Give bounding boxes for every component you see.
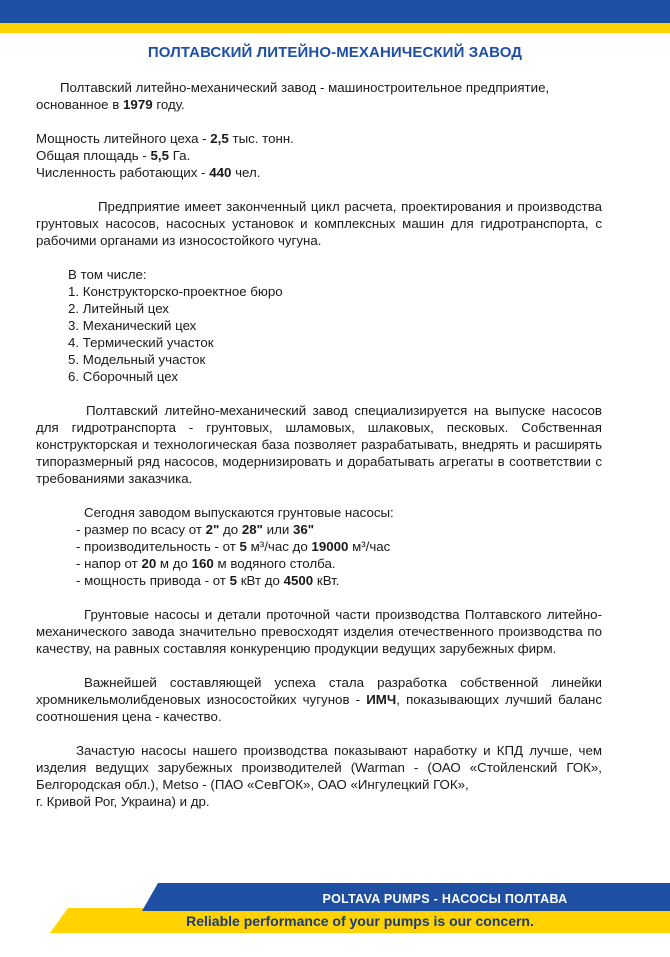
- list-item: 4. Термический участок: [68, 335, 214, 350]
- founding-year: 1979: [123, 97, 153, 112]
- list-item: 2. Литейный цех: [68, 301, 169, 316]
- spec-capacity: - производительность - от 5 м³/час до 19000 м³/час: [76, 539, 391, 554]
- performance-paragraph: Зачастую насосы нашего производства показывают наработку и КПД лучше, чем изделия ведущих зарубежных производителей (Warman - (ОАО «Стойленский ГОК», Белгородская обл.), Metso - (ПАО «СевГОК», ОАО «Ингулецкий ГОК»,: [36, 743, 602, 792]
- list-item: 5. Модельный участок: [68, 352, 206, 367]
- alloy-name: ИМЧ: [366, 692, 397, 707]
- spec-suction-size: - размер по всасу от 2" до 28" или 36": [76, 522, 315, 537]
- fact-employees: Численность работающих - 440 чел.: [36, 165, 261, 180]
- departments-list: [36, 266, 602, 385]
- fact-casting-capacity: Мощность литейного цеха - 2,5 тыс. тонн.: [36, 131, 294, 146]
- header-blue-stripe: [0, 0, 670, 23]
- departments-heading: В том числе:: [68, 267, 147, 282]
- specialization-paragraph: Полтавский литейно-механический завод специализируется на выпуске насосов для гидротранспорта - грунтовых, шламовых, шлаковых, песковых. Собственная конструкторская и технологическая база позволяет разрабатывать, внедрять и расширять типоразмерный ряд насосов, модернизировать и дорабатывать агрегаты в соответствии с требованиями заказчика.: [36, 403, 602, 486]
- intro-paragraph: Полтавский литейно-механический завод - машиностроительное предприятие, основанное в 1979 году.: [36, 80, 550, 112]
- fact-total-area: Общая площадь - 5,5 Га.: [36, 148, 191, 163]
- specs-heading: Сегодня заводом выпускаются грунтовые насосы:: [84, 505, 394, 520]
- document-title: ПОЛТАВСКИЙ ЛИТЕЙНО-МЕХАНИЧЕСКИЙ ЗАВОД: [147, 44, 523, 61]
- pump-specs: [36, 504, 602, 589]
- header-yellow-stripe: [0, 23, 670, 33]
- footer-brand: POLTAVA PUMPS - НАСОСЫ ПОЛТАВА: [322, 892, 568, 906]
- footer-banner: [0, 878, 670, 957]
- alloy-paragraph: Важнейшей составляющей успеха стала разработка собственной линейки хромникельмолибденовых износостойких чугунов - ИМЧ, показывающих лучший баланс соотношения цена - качество.: [36, 675, 602, 724]
- list-item: 6. Сборочный цех: [68, 369, 179, 384]
- cycle-paragraph: Предприятие имеет законченный цикл расчета, проектирования и производства грунтовых насосов, насосных установок и комплексных машин для гидротранспорта, с рабочими органами из износостойкого чугуна.: [36, 199, 602, 248]
- spec-head: - напор от 20 м до 160 м водяного столба.: [76, 556, 336, 571]
- performance-paragraph-end: г. Кривой Рог, Украина) и др.: [36, 794, 210, 809]
- list-item: 3. Механический цех: [68, 318, 197, 333]
- quality-paragraph: Грунтовые насосы и детали проточной части производства Полтавского литейно-механического завода значительно превосходят изделия отечественного производства по качеству, на равных составляя конкуренцию продукции ведущих зарубежных фирм.: [36, 607, 602, 656]
- document-body: [36, 79, 602, 810]
- footer-slogan: Reliable performance of your pumps is our concern.: [186, 913, 534, 929]
- spec-power: - мощность привода - от 5 кВт до 4500 кВт.: [76, 573, 340, 588]
- list-item: 1. Конструкторско-проектное бюро: [68, 284, 283, 299]
